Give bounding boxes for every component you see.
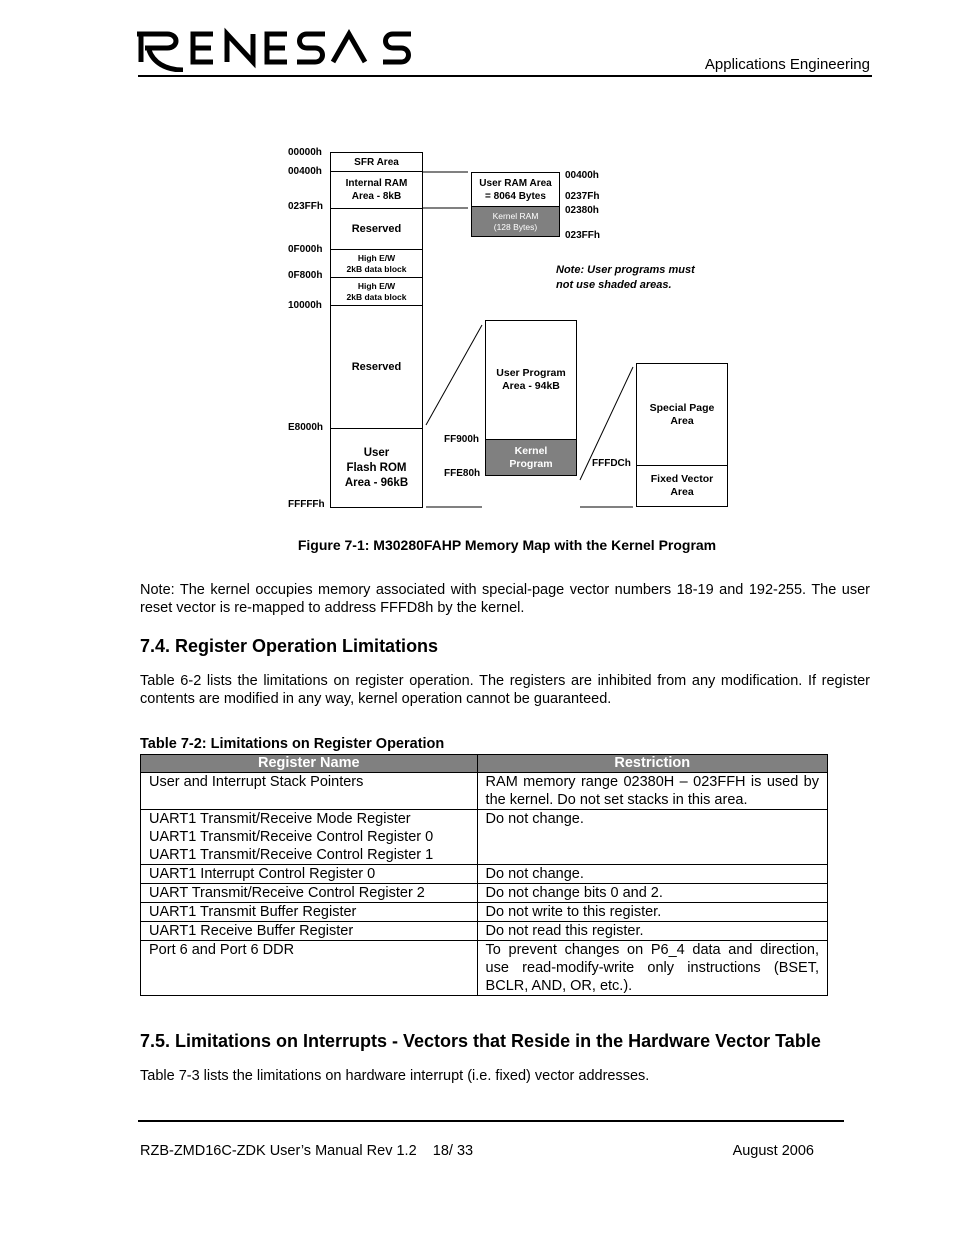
mm-special-page-area: Special Page Area [636,363,728,466]
footer-manual-info: RZB-ZMD16C-ZDK User’s Manual Rev 1.2 18/ 33 [140,1143,474,1159]
table-row [141,865,828,884]
section-7-4-heading: 7.4. Register Operation Limitations [140,636,439,656]
register-name-cell: UART1 Receive Buffer Register [141,922,478,941]
register-name-cell: User and Interrupt Stack Pointers [141,773,478,810]
figure-caption: Figure 7-1: M30280FAHP Memory Map with the Kernel Program [297,537,717,553]
mm-data-block-1: High E/W 2kB data block [330,249,423,278]
table-row [141,810,828,865]
register-name-cell: UART1 Transmit Buffer Register [141,903,478,922]
mm-kernel-ram: Kernel RAM (128 Bytes) [471,206,560,237]
table-row [141,884,828,903]
renesas-logo [135,20,425,72]
mm-addr-fffdch: FFFDCh [592,458,631,469]
mm-addr-fffffh: FFFFFh [288,499,325,510]
table-row [141,922,828,941]
mm-data-block-2: High E/W 2kB data block [330,277,423,306]
register-limitations-table [140,754,828,996]
register-name-cell: UART1 Transmit/Receive Mode Register UART1 Transmit/Receive Control Register 0 UART1 Transmit/Receive Control Register 1 [141,810,478,865]
mm-addr-0f000h: 0F000h [288,244,323,255]
mm-addr-ram-0237fh: 0237Fh [565,191,600,202]
mm-addr-00000h: 00000h [288,147,322,158]
footer-date: August 2006 [732,1143,814,1159]
mm-addr-023ffh: 023FFh [288,201,324,212]
mm-addr-00400h: 00400h [288,166,322,177]
mm-reserved-1: Reserved [330,208,423,250]
header-rule [138,75,872,77]
section-7-5-body: Table 7-3 lists the limitations on hardware interrupt (i.e. fixed) vector addresses. [140,1068,650,1084]
mm-addr-10000h: 10000h [288,300,322,311]
mm-user-program-area: User Program Area - 94kB [485,320,577,440]
restriction-cell: Do not change bits 0 and 2. [477,884,827,903]
section-7-4-body: Table 6-2 lists the limitations on register operation. The registers are inhibited from any modification. If register contents are modified in any way, kernel operation cannot be guaranteed. [140,673,870,707]
register-name-cell: UART1 Interrupt Control Register 0 [141,865,478,884]
restriction-cell: To prevent changes on P6_4 data and direction, use read-modify-write only instructions (BSET, BCLR, AND, OR, etc.). [477,941,827,996]
header-restriction: Restriction [477,755,827,773]
mm-internal-ram: Internal RAM Area - 8kB [330,171,423,209]
department-label: Applications Engineering [704,56,870,73]
mm-addr-ff900h: FF900h [444,434,480,445]
table-row [141,903,828,922]
mm-addr-ram-00400h: 00400h [565,170,599,181]
mm-fixed-vector-area: Fixed Vector Area [636,465,728,507]
mm-user-flash-rom: User Flash ROM Area - 96kB [330,428,423,508]
mm-addr-0f800h: 0F800h [288,270,323,281]
restriction-cell: Do not read this register. [477,922,827,941]
register-name-cell: UART Transmit/Receive Control Register 2 [141,884,478,903]
mm-kernel-program: Kernel Program [485,439,577,476]
section-7-5-heading: 7.5. Limitations on Interrupts - Vectors that Reside in the Hardware Vector Table [140,1031,821,1051]
register-name-cell: Port 6 and Port 6 DDR [141,941,478,996]
header-register-name: Register Name [141,755,478,773]
restriction-cell: Do not write to this register. [477,903,827,922]
mm-reserved-2: Reserved [330,305,423,429]
kernel-note-paragraph: Note: The kernel occupies memory associated with special-page vector numbers 18-19 and 192-255. The user reset vector is re-mapped to address FFFD8h by the kernel. [140,582,870,616]
table-caption: Table 7-2: Limitations on Register Operation [140,736,445,752]
mm-sfr-area: SFR Area [330,152,423,172]
table-header-row [141,755,828,773]
mm-shaded-note: Note: User programs must not use shaded areas. [556,264,695,291]
footer-rule [138,1120,844,1122]
mm-addr-ffe80h: FFE80h [444,468,481,479]
mm-addr-ram-02380h: 02380h [565,205,599,216]
mm-addr-e8000h: E8000h [288,422,324,433]
restriction-cell: Do not change. [477,865,827,884]
mm-addr-ram-023ffh: 023FFh [565,230,601,241]
table-row [141,941,828,996]
table-row [141,773,828,810]
restriction-cell: RAM memory range 02380H – 023FFH is used by the kernel. Do not set stacks in this area. [477,773,827,810]
mm-connector-lines [0,0,954,600]
restriction-cell: Do not change. [477,810,827,865]
mm-user-ram-area: User RAM Area = 8064 Bytes [471,172,560,207]
